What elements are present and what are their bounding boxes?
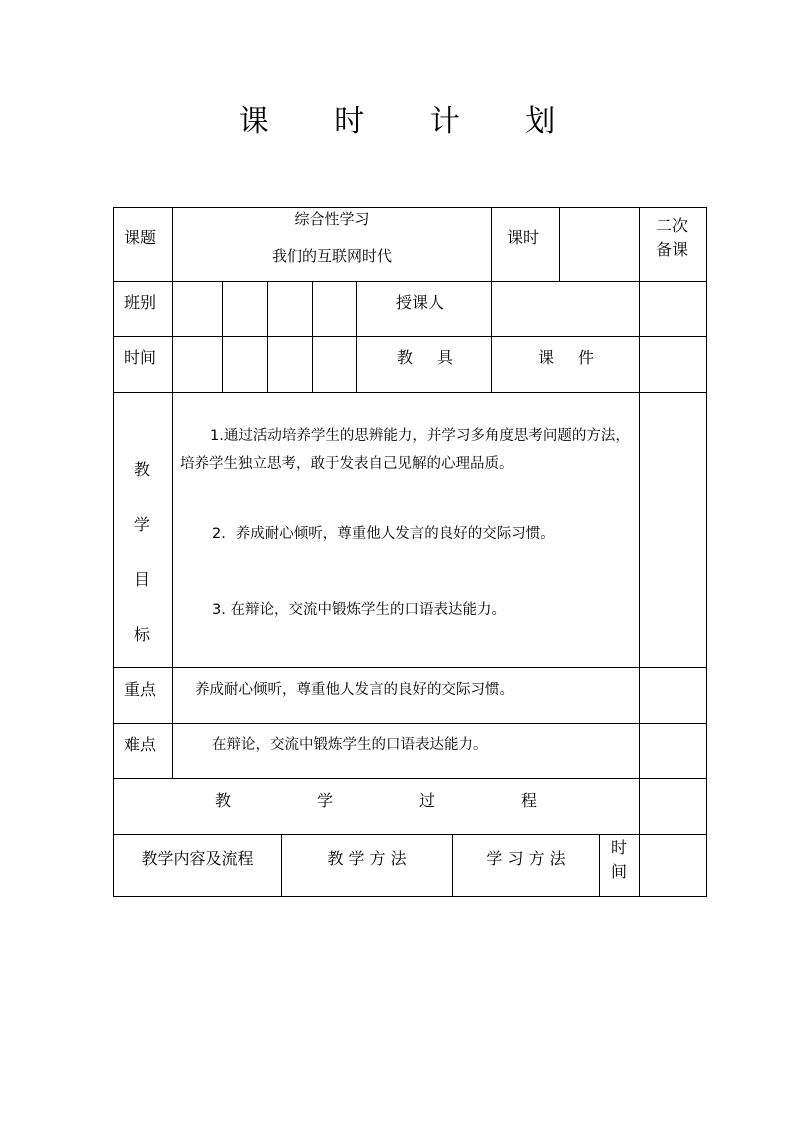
row-divider	[113, 392, 706, 393]
time-label: 时间	[124, 348, 157, 367]
second-prep-label-1: 二次	[656, 216, 689, 235]
content-column-header: 教学内容及流程	[141, 849, 254, 868]
row-divider	[113, 336, 706, 337]
teaching-method-header: 教 学 方 法	[327, 849, 407, 868]
difficulty-label: 难点	[124, 735, 157, 754]
difficulty-text: 在辩论，交流中锻炼学生的口语表达能力。	[212, 737, 488, 753]
col-divider	[222, 281, 223, 393]
lesson-time-label: 课时	[507, 228, 540, 247]
process-heading-char: 教	[215, 791, 232, 810]
objectives-label-char: 教	[134, 460, 151, 479]
table-border-top	[113, 207, 706, 208]
col-divider	[312, 281, 313, 393]
key-point-text: 养成耐心倾听，尊重他人发言的良好的交际习惯。	[195, 682, 514, 698]
table-border-right	[706, 207, 707, 897]
time-column-header-1: 时	[611, 838, 628, 857]
page-title: 课 时 计 划	[238, 104, 584, 139]
objective-item-3: 3. 在辩论，交流中锻炼学生的口语表达能力。	[212, 602, 506, 618]
col-divider	[267, 281, 268, 393]
objectives-label-char: 目	[134, 570, 151, 589]
objectives-label-char: 标	[134, 625, 151, 644]
table-border-left	[113, 207, 114, 897]
class-label: 班别	[124, 293, 157, 312]
col-divider	[599, 834, 600, 897]
topic-line-2: 我们的互联网时代	[271, 247, 392, 265]
time-column-header-2: 间	[611, 862, 628, 881]
objective-item-1: 1.通过活动培养学生的思辨能力，并学习多角度思考问题的方法，培养学生独立思考，敢于发表自己见解的心理品质。	[180, 428, 630, 472]
row-divider	[113, 723, 706, 724]
learning-method-header: 学 习 方 法	[486, 849, 566, 868]
second-prep-label-2: 备课	[656, 240, 689, 259]
col-divider	[356, 281, 357, 393]
row-divider	[113, 281, 706, 282]
col-divider	[559, 207, 560, 282]
row-divider	[113, 778, 706, 779]
tools-value: 课 件	[538, 348, 599, 367]
key-point-label: 重点	[124, 680, 157, 699]
process-heading-char: 程	[521, 791, 538, 810]
topic-line-1: 综合性学习	[294, 210, 370, 228]
process-heading-char: 过	[419, 791, 436, 810]
teacher-label: 授课人	[396, 293, 445, 312]
tools-label: 教 具	[397, 348, 458, 367]
label-column-divider	[172, 207, 173, 779]
objectives-label-char: 学	[134, 515, 151, 534]
table-border-bottom	[113, 896, 706, 897]
remarks-column-divider	[639, 207, 640, 897]
row-divider	[113, 834, 706, 835]
row-divider	[113, 667, 706, 668]
process-heading-char: 学	[317, 791, 334, 810]
topic-label: 课题	[124, 228, 157, 247]
objective-item-2: 2．养成耐心倾听，尊重他人发言的良好的交际习惯。	[212, 526, 555, 542]
col-divider	[491, 207, 492, 393]
